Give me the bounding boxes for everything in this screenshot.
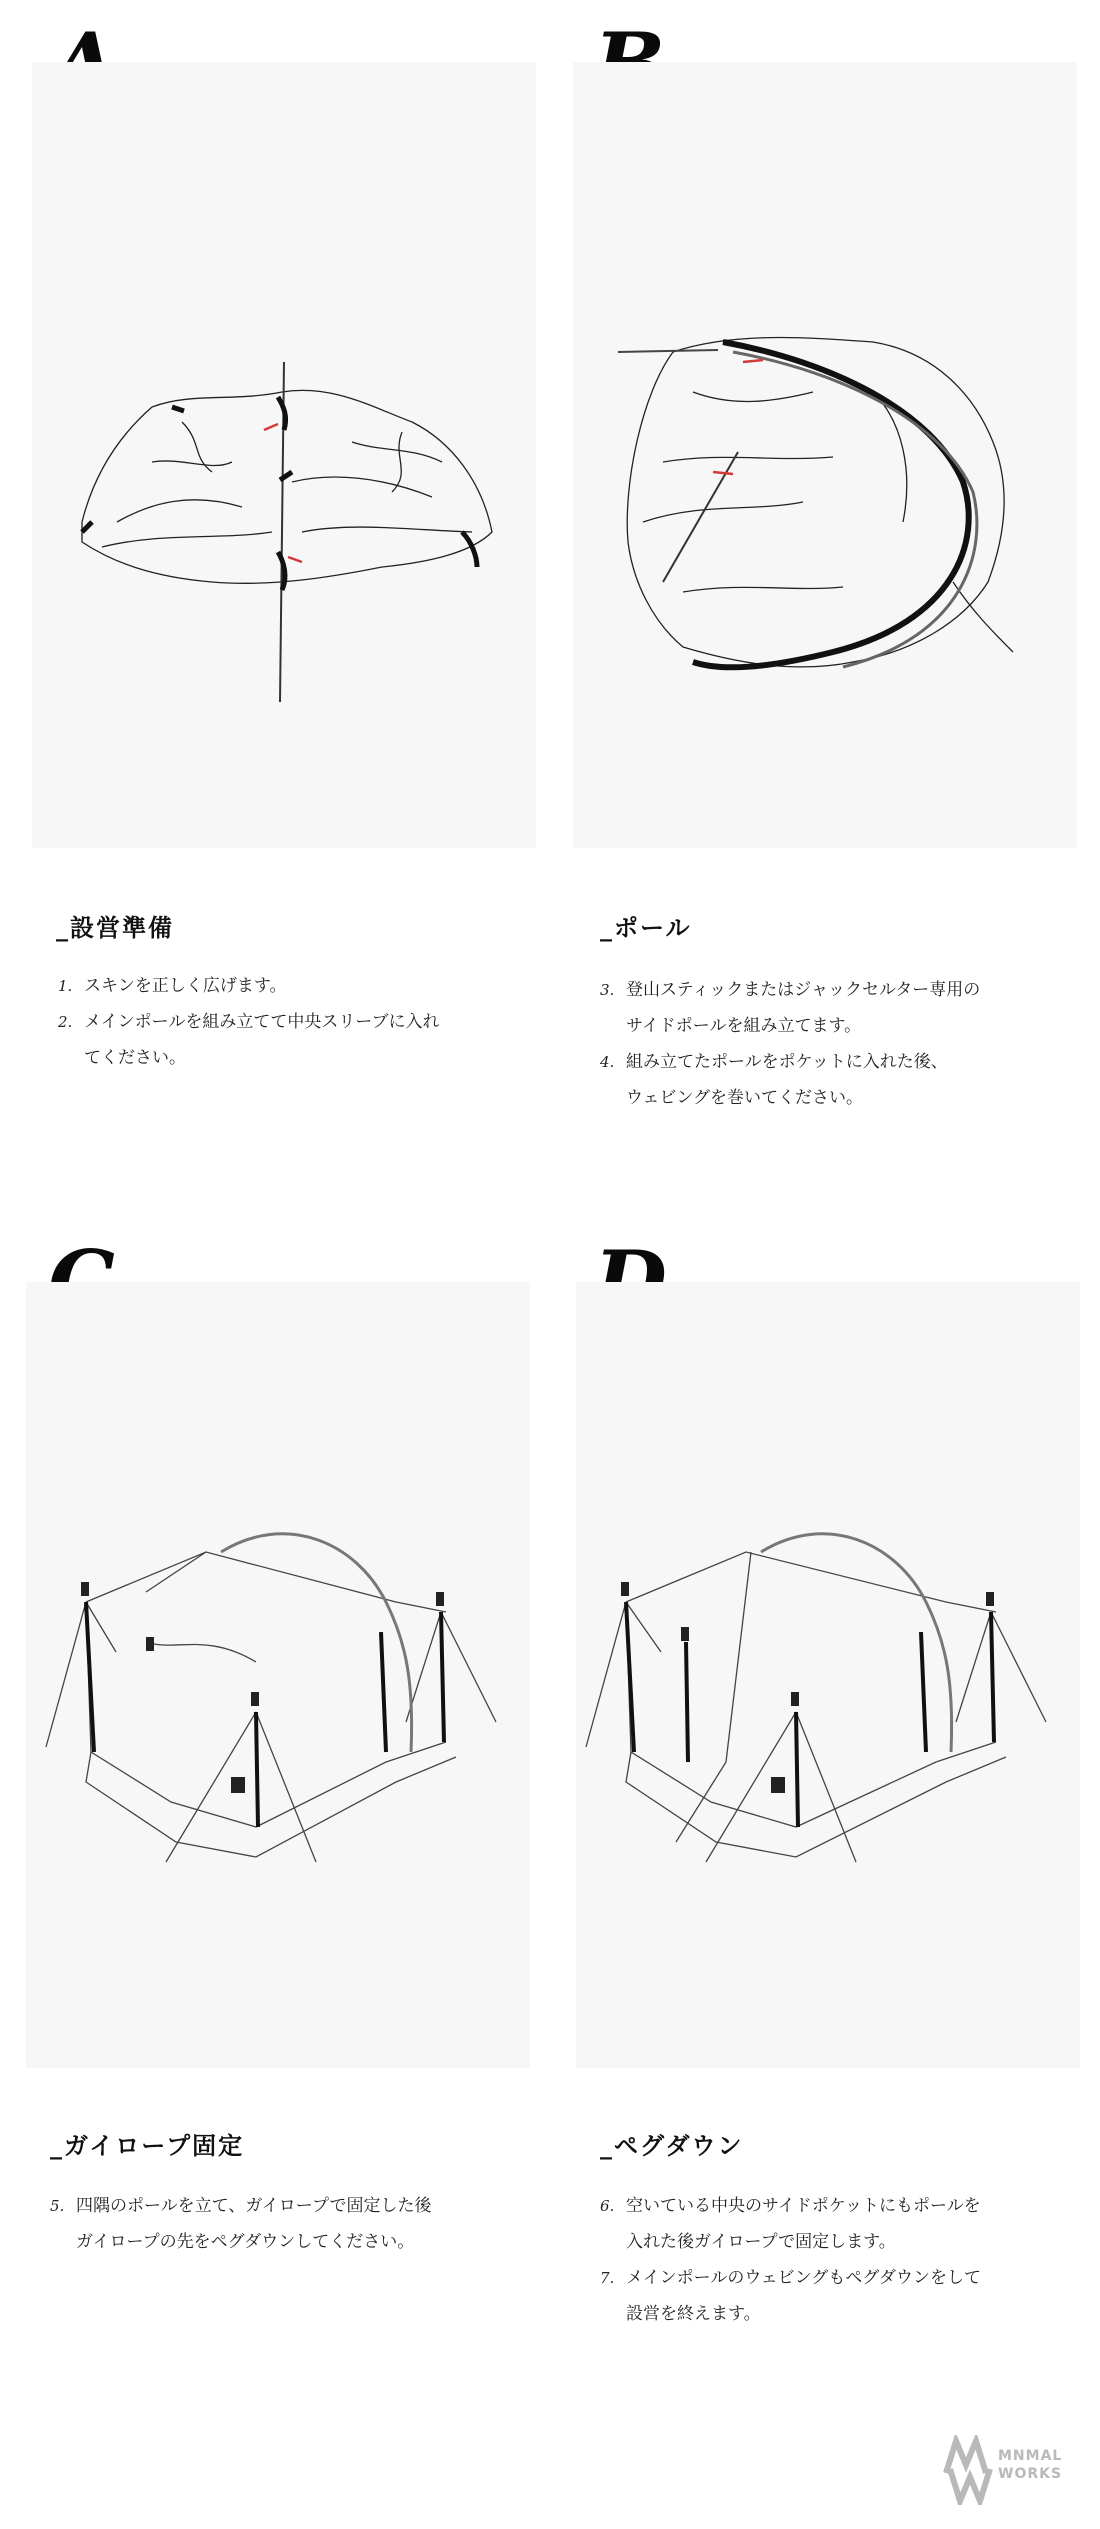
step-text: 組み立てたポールをポケットに入れた後、 — [626, 1052, 948, 1072]
skin-spread-drawing — [32, 62, 536, 848]
guy-rope-drawing — [26, 1282, 530, 2068]
step-3 — [600, 972, 1060, 1044]
step-7 — [600, 2260, 1060, 2332]
brand-name — [998, 2447, 1062, 2483]
illustration-a-skin-spread — [32, 62, 536, 848]
brand-line-1: MNMAL — [998, 2448, 1063, 2464]
steps-list-d — [600, 2188, 1060, 2332]
illustration-d-peg-down — [576, 1282, 1080, 2068]
brand-logo — [942, 2429, 1072, 2509]
step-text: スキンを正しく広げます。 — [84, 976, 287, 996]
step-text-continued: てください。 — [84, 1048, 186, 1068]
step-5 — [50, 2188, 510, 2260]
step-number: 5. — [50, 2197, 65, 2215]
step-number: 6. — [600, 2197, 615, 2215]
section-title-pole: _ポール — [600, 914, 692, 942]
step-text: メインポールを組み立てて中央スリーブに入れ — [84, 1012, 440, 1032]
section-title-peg-down: _ペグダウン — [600, 2132, 744, 2160]
steps-list-b — [600, 972, 1060, 1116]
step-number: 2. — [58, 1013, 73, 1031]
brand-line-2: WORKS — [998, 2466, 1063, 2482]
step-number: 4. — [600, 1053, 615, 1071]
step-number: 7. — [600, 2269, 615, 2287]
step-4 — [600, 1044, 1060, 1116]
step-text-continued: 入れた後ガイロープで固定します。 — [626, 2232, 896, 2252]
step-number: 1. — [58, 977, 73, 995]
step-text-continued: サイドポールを組み立てます。 — [626, 1016, 862, 1036]
pole-drawing — [573, 62, 1077, 848]
illustration-b-pole — [573, 62, 1077, 848]
peg-down-drawing — [576, 1282, 1080, 2068]
steps-list-a — [58, 968, 498, 1076]
mw-logo-icon — [942, 2435, 998, 2505]
step-text: 登山スティックまたはジャックセルター専用の — [626, 980, 981, 1000]
step-text: 四隅のポールを立て、ガイロープで固定した後 — [76, 2196, 432, 2216]
section-title-guy-rope: _ガイロープ固定 — [50, 2132, 245, 2160]
step-text-continued: ガイロープの先をペグダウンしてください。 — [76, 2232, 415, 2252]
step-text: メインポールのウェビングもペグダウンをして — [626, 2268, 981, 2288]
step-6 — [600, 2188, 1060, 2260]
step-text: 空いている中央のサイドポケットにもポールを — [626, 2196, 981, 2216]
step-number: 3. — [600, 981, 615, 999]
step-text-continued: ウェビングを巻いてください。 — [626, 1088, 863, 1108]
step-2 — [58, 1004, 498, 1076]
step-text-continued: 設営を終えます。 — [626, 2304, 761, 2324]
step-1 — [58, 968, 498, 1004]
illustration-c-guy-rope — [26, 1282, 530, 2068]
section-title-setup-prep: _設営準備 — [56, 914, 174, 942]
steps-list-c — [50, 2188, 510, 2260]
